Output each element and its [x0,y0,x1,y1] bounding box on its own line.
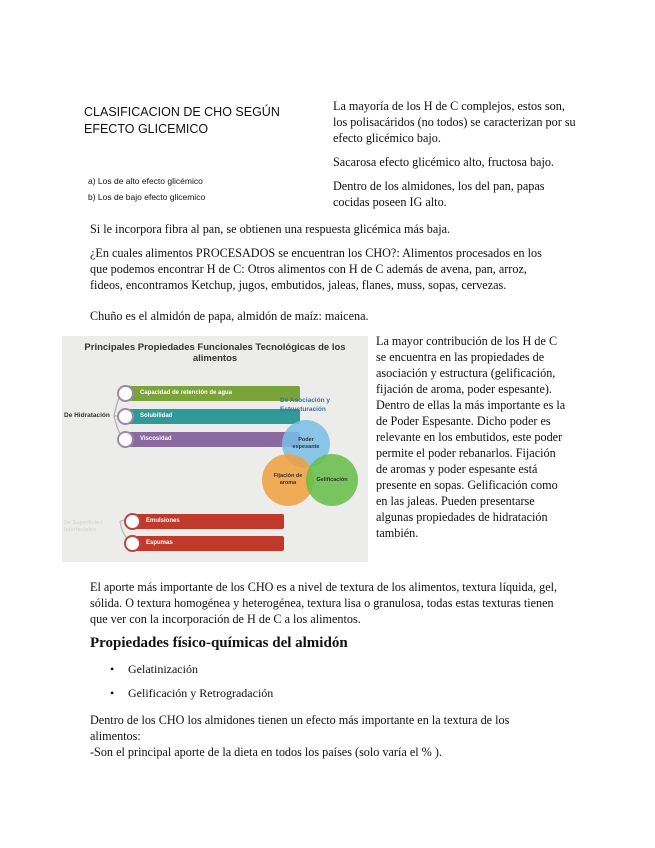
paragraph-chuno: Chuño es el almidón de papa, almidón de maíz: maicena. [90,309,369,323]
functional-properties-diagram [62,336,368,562]
glycemic-list [88,173,205,205]
list-item: b) Los de bajo efecto glicemico [88,192,206,202]
paragraph: La mayoría de los H de C complejos, estos son, los polisacáridos (no todos) se caracterizan por su efecto glicémico bajo. [333,99,576,145]
paragraph-procesados: ¿En cuales alimentos PROCESADOS se encuentran los CHO?: Alimentos procesados en los que podemos encontrar H de C: Otros alimentos con H de C además de avena, pan, arroz, fideos, encontramos Ketchup, jugos, embutidos, jaleas, flanes, muss, sopas, cervezas. [90,246,542,292]
diagram-title: Principales Propiedades Funcionales Tecnológicas de los alimentos [84,342,346,364]
bar-solubilidad: Solubilidad [122,409,300,424]
bar-viscosidad: Viscosidad [122,432,300,447]
section-heading-cho: CLASIFICACION DE CHO SEGÚN EFECTO GLICEMICO [84,105,280,136]
bar-espumas: Espumas [128,536,284,551]
bar-emulsiones: Emulsiones [128,514,284,529]
paragraph: Dentro de los almidones, los del pan, papas cocidas poseen IG alto. [333,179,545,209]
circle-gelificacion [306,454,358,506]
hidratacion-label: De Hidratación [64,412,110,419]
right-top-column [333,98,578,218]
asociacion-label: De Asociación y Estructuración [280,397,330,413]
bullet-circle-icon [117,431,134,448]
paragraph-contribucion: La mayor contribución de los H de C se encuentra en las propiedades de asociación y estructura (gelificación, fijación de aroma, poder espesante). Dentro de ellas la más importante es la de Poder Espesante. Dicho poder es relevante en los embutidos, este poder permite el poder rebanarlos. Fijación de aromas y poder espesante está presente en sopas. Gelificación como en las jaleas. Pueden presentarse algunas propiedades de hidratación también. [376,334,566,540]
bullet-icon: • [110,662,115,676]
bullet-circle-icon [124,513,141,530]
paragraph-aporte-dieta: -Son el principal aporte de la dieta en todos los países (solo varía el % ). [90,745,442,759]
superficie-label: De Superficie / Interfaciales [64,520,103,533]
section-title-almidon: Propiedades físico-químicas del almidón [90,635,348,651]
paragraph-fibra: Si le incorpora fibra al pan, se obtienen una respuesta glicémica más baja. [90,222,451,236]
circle-label: Fijación de aroma [273,473,303,486]
paragraph-aporte: El aporte más importante de los CHO es a nivel de textura de los alimentos, textura líquida, gel, sólida. O textura homogénea y heterogénea, textura lisa o granulosa, todas estas texturas tienen que ver con la incorporación de H de C a los alimentos. [90,580,558,626]
list-item: a) Los de alto efecto glicémico [88,176,203,186]
paragraph: Sacarosa efecto glicémico alto, fructosa bajo. [333,155,554,169]
list-item-label: Gelatinización [128,662,198,676]
bar-retencion-agua: Capacidad de retención de agua [122,386,300,401]
bullet-circle-icon [124,535,141,552]
paragraph-almidones: Dentro de los CHO los almidones tienen un efecto más importante en la textura de los alimentos: [90,713,510,743]
list-item-label: Gelificación y Retrogradación [128,686,274,700]
bullet-circle-icon [117,408,134,425]
circle-label: Poder espesante [292,437,320,450]
bullet-icon: • [110,686,115,700]
bullet-circle-icon [117,385,134,402]
list-item [110,686,273,701]
list-item [110,662,198,677]
circle-label: Gelificación [316,476,348,483]
